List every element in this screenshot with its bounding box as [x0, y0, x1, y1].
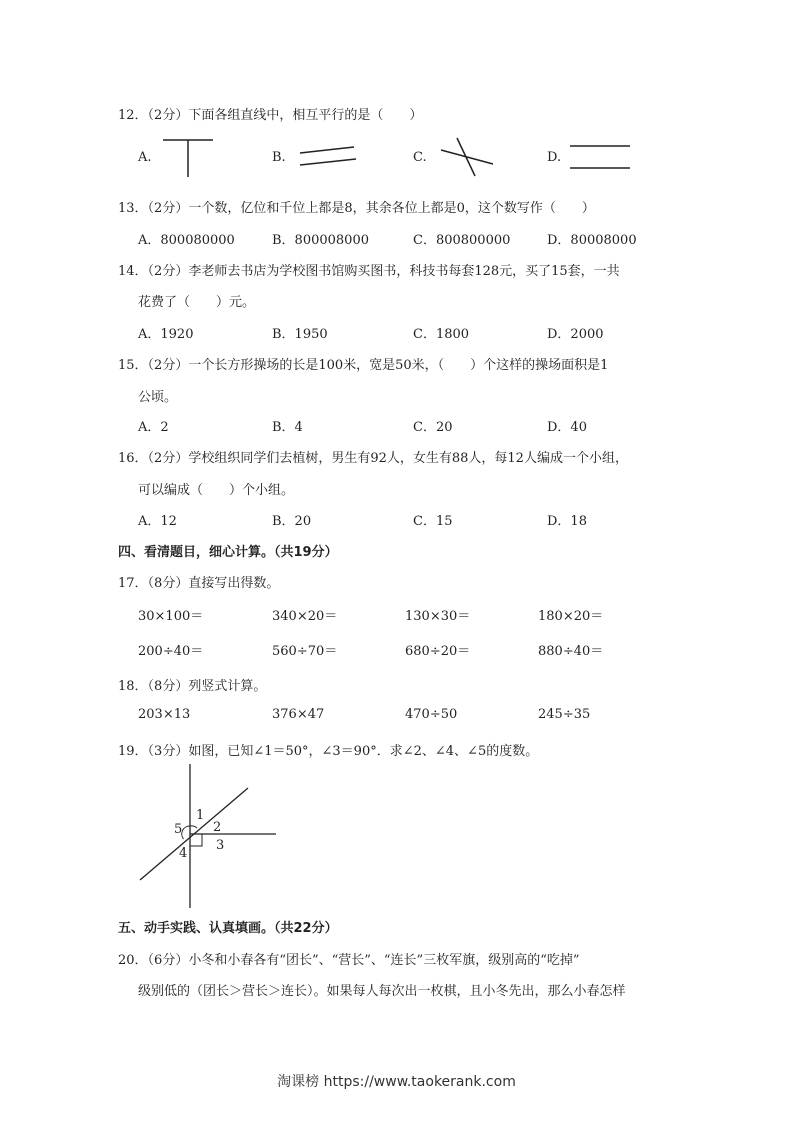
q12-option-c-label: C. — [413, 150, 427, 165]
q17-expression: 180×20＝ — [538, 609, 604, 624]
angle-5-arc — [182, 826, 190, 839]
question-16-line2: 可以编成（ ）个小组。 — [138, 483, 295, 498]
question-14-line2: 花费了（ ）元。 — [138, 295, 256, 310]
q17-expression: 560÷70＝ — [272, 644, 338, 659]
q14-option-c: C．1800 — [413, 327, 470, 342]
angle-1-arc — [190, 826, 197, 828]
question-19-text: 19．（3分）如图，已知∠1＝50°，∠3＝90°．求∠2、∠4、∠5的度数。 — [118, 744, 539, 759]
q13-option-d: D．80008000 — [547, 233, 637, 248]
q17-expression: 340×20＝ — [272, 609, 338, 624]
q17-expression: 130×30＝ — [405, 609, 471, 624]
q14-option-a: A．1920 — [138, 327, 194, 342]
q13-option-b: B．800008000 — [272, 233, 369, 248]
q12-option-a-figure — [162, 138, 214, 178]
q18-expression: 245÷35 — [538, 707, 591, 722]
angle-label: 1 — [196, 808, 205, 823]
q12-option-b-label: B. — [272, 150, 286, 165]
question-14-line1: 14．（2分）李老师去书店为学校图书馆购买图书，科技书每套128元，买了15套，一共 — [118, 264, 620, 279]
q15-option-a: A．2 — [138, 420, 169, 435]
q13-option-a: A．800080000 — [138, 233, 235, 248]
angle-label: 4 — [179, 846, 188, 861]
q12-option-d-figure — [568, 140, 632, 176]
q17-expression: 200÷40＝ — [138, 644, 204, 659]
question-12-text: 12．（2分）下面各组直线中，相互平行的是（ ） — [118, 108, 423, 123]
question-18-text: 18．（8分）列竖式计算。 — [118, 679, 267, 694]
q16-option-a: A．12 — [138, 514, 177, 529]
footer-watermark: 淘课榜 https://www.taokerank.com — [277, 1074, 516, 1090]
q17-expression: 880÷40＝ — [538, 644, 604, 659]
q17-expression: 680÷20＝ — [405, 644, 471, 659]
q14-option-b: B．1950 — [272, 327, 328, 342]
q15-option-b: B．4 — [272, 420, 303, 435]
q13-option-c: C．800800000 — [413, 233, 511, 248]
section-5-heading: 五、动手实践、认真填画。（共22分） — [118, 921, 338, 936]
question-15-line2: 公顷。 — [138, 390, 178, 405]
angle-label: 5 — [174, 822, 183, 837]
q12-option-b-figure — [296, 140, 360, 172]
angle-label: 3 — [216, 838, 225, 853]
q14-option-d: D．2000 — [547, 327, 604, 342]
question-13-text: 13．（2分）一个数，亿位和千位上都是8，其余各位上都是0，这个数写作（ ） — [118, 201, 595, 216]
section-4-heading: 四、看清题目，细心计算。（共19分） — [118, 545, 338, 560]
q17-expression: 30×100＝ — [138, 609, 204, 624]
q16-option-d: D．18 — [547, 514, 587, 529]
q16-option-c: C．15 — [413, 514, 453, 529]
question-20-line2: 级别低的（团长＞营长＞连长）。如果每人每次出一枚棋，且小冬先出，那么小春怎样 — [138, 984, 626, 999]
q12-option-a-label: A. — [138, 150, 152, 165]
q12-option-d-label: D. — [547, 150, 562, 165]
q15-option-d: D．40 — [547, 420, 587, 435]
q19-angle-diagram — [130, 762, 280, 910]
question-17-text: 17．（8分）直接写出得数。 — [118, 576, 280, 591]
angle-label: 2 — [213, 820, 222, 835]
question-16-line1: 16．（2分）学校组织同学们去植树，男生有92人，女生有88人，每12人编成一个小组， — [118, 451, 628, 466]
q18-expression: 203×13 — [138, 707, 191, 722]
q18-expression: 376×47 — [272, 707, 325, 722]
q12-option-c-figure — [437, 136, 497, 178]
q15-option-c: C．20 — [413, 420, 453, 435]
question-20-line1: 20．（6分）小冬和小春各有“团长”、“营长”、“连长”三枚军旗，级别高的“吃掉” — [118, 953, 580, 968]
question-15-line1: 15．（2分）一个长方形操场的长是100米，宽是50米，（ ）个这样的操场面积是1 — [118, 358, 609, 373]
q18-expression: 470÷50 — [405, 707, 458, 722]
q16-option-b: B．20 — [272, 514, 312, 529]
